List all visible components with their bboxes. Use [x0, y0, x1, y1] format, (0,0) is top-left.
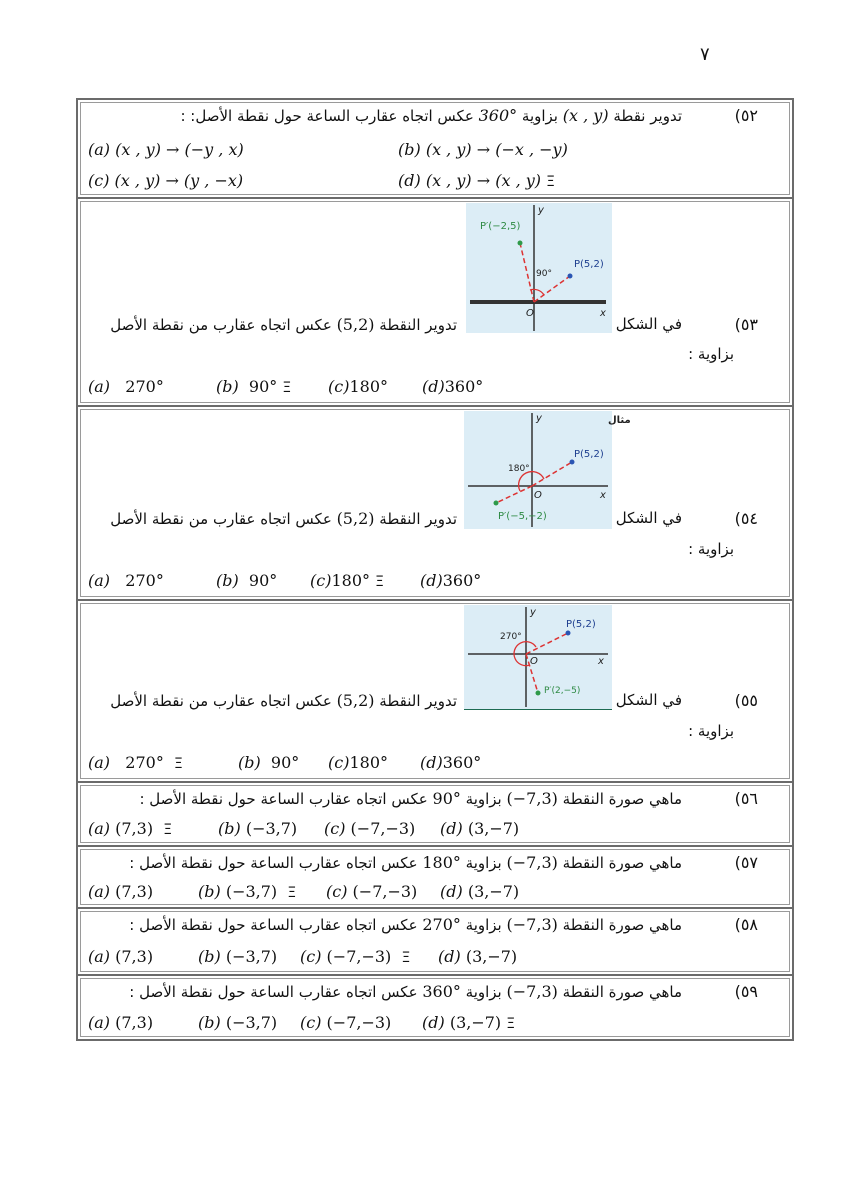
question-55: [76, 599, 794, 783]
p-prime-label: P′(2,−5): [544, 686, 581, 696]
option-a[interactable]: (a) (7,3): [88, 882, 154, 901]
option-c[interactable]: (c)180° Ξ: [310, 571, 384, 590]
question-text-line2: بزاوية :: [688, 540, 734, 558]
option-a[interactable]: (a) (7,3): [88, 1013, 154, 1032]
question-53: [76, 197, 794, 407]
option-a[interactable]: (a) (x , y) → (−y , x): [88, 140, 244, 159]
question-text: تدوير النقطة (5,2) عكس اتجاه عقارب من نقطة الأصل: [110, 509, 457, 528]
point-p: [570, 460, 575, 465]
option-c[interactable]: (c) (−7,−3): [324, 819, 416, 838]
question-number: ٥٩): [734, 982, 758, 1001]
option-d[interactable]: (d) (3,−7): [440, 819, 520, 838]
page-number: ٧: [700, 44, 710, 65]
question-number: ٥٥): [734, 691, 758, 710]
y-label: y: [538, 205, 544, 216]
radius-line-p: [534, 276, 570, 302]
option-a[interactable]: (a) 270°: [88, 571, 164, 590]
point-p: [568, 274, 573, 279]
angle-label: 180°: [508, 464, 530, 474]
question-58: [76, 907, 794, 976]
question-text: ماهي صورة النقطة (−7,3) بزاوية 270° عكس اتجاه عقارب الساعة حول نقطة الأصل :: [129, 915, 682, 934]
corner-text: مثال: [608, 415, 631, 426]
origin-label: O: [526, 308, 534, 319]
option-d[interactable]: (d) (x , y) → (x , y) Ξ: [398, 171, 555, 190]
option-c[interactable]: (c)180°: [328, 377, 388, 396]
option-b[interactable]: (b) 90° Ξ: [216, 377, 292, 396]
point-p: [566, 631, 571, 636]
p-prime-label: P′(−2,5): [480, 221, 521, 232]
option-b[interactable]: (b) (x , y) → (−x , −y): [398, 140, 568, 159]
option-a[interactable]: (a) (7,3) Ξ: [88, 819, 173, 838]
p-label: P(5,2): [574, 259, 604, 270]
radius-line-p-prime: [496, 486, 532, 503]
option-b[interactable]: (b) (−3,7): [198, 947, 278, 966]
option-b[interactable]: (b) (−3,7) Ξ: [198, 882, 297, 901]
question-52: [76, 98, 794, 199]
figure-underline: [464, 709, 612, 710]
y-label: y: [530, 607, 536, 618]
question-number: ٥٧): [734, 853, 758, 872]
p-label: P(5,2): [574, 449, 604, 460]
question-text: ماهي صورة النقطة (−7,3) بزاوية 90° عكس اتجاه عقارب الساعة حول نقطة الأصل :: [139, 789, 682, 808]
question-number: ٥٤): [734, 509, 758, 528]
p-prime-label: P′(−5,−2): [498, 511, 547, 522]
option-c[interactable]: (c) (−7,−3) Ξ: [300, 947, 411, 966]
option-a[interactable]: (a) 270°: [88, 377, 164, 396]
question-sheet: [76, 100, 794, 1041]
rotation-figure-180: [464, 411, 631, 529]
question-text: ماهي صورة النقطة (−7,3) بزاوية 360° عكس اتجاه عقارب الساعة حول نقطة الأصل :: [129, 982, 682, 1001]
option-a[interactable]: (a) 270° Ξ: [88, 753, 183, 772]
question-text-pre: في الشكل: [615, 509, 682, 527]
option-b[interactable]: (b) (−3,7): [198, 1013, 278, 1032]
question-text: تدوير نقطة (x , y) بزاوية 360° عكس اتجاه عقارب الساعة حول نقطة الأصل: :: [180, 106, 682, 125]
option-d[interactable]: (d) (3,−7): [438, 947, 518, 966]
question-number: ٥٦): [734, 789, 758, 808]
x-label: x: [598, 656, 604, 667]
option-a[interactable]: (a) (7,3): [88, 947, 154, 966]
question-text-line2: بزاوية :: [688, 345, 734, 363]
x-label: x: [600, 308, 606, 319]
angle-label: 270°: [500, 632, 522, 642]
question-57: [76, 845, 794, 909]
option-c[interactable]: (c)180°: [328, 753, 388, 772]
option-d[interactable]: (d)360°: [420, 571, 482, 590]
option-d[interactable]: (d)360°: [420, 753, 482, 772]
option-d[interactable]: (d) (3,−7) Ξ: [422, 1013, 516, 1032]
question-number: ٥٨): [734, 915, 758, 934]
question-number: ٥٣): [734, 315, 758, 334]
angle-label: 90°: [536, 269, 552, 279]
question-56: [76, 781, 794, 847]
radius-line-p: [532, 462, 572, 486]
point-p-prime: [518, 241, 523, 246]
option-b[interactable]: (b) 90°: [216, 571, 278, 590]
origin-label: O: [534, 490, 542, 501]
y-label: y: [536, 413, 542, 424]
question-text: ماهي صورة النقطة (−7,3) بزاوية 180° عكس اتجاه عقارب الساعة حول نقطة الأصل :: [129, 853, 682, 872]
option-d[interactable]: (d)360°: [422, 377, 484, 396]
rotation-figure-270: [464, 605, 612, 709]
question-text: تدوير النقطة (5,2) عكس اتجاه عقارب من نقطة الأصل: [110, 691, 457, 710]
option-c[interactable]: (c) (−7,−3): [300, 1013, 392, 1032]
option-b[interactable]: (b) (−3,7): [218, 819, 298, 838]
option-c[interactable]: (c) (x , y) → (y , −x): [88, 171, 244, 190]
option-c[interactable]: (c) (−7,−3): [326, 882, 418, 901]
radius-line-p-prime: [520, 243, 534, 302]
p-label: P(5,2): [566, 619, 596, 630]
question-text-line2: بزاوية :: [688, 722, 734, 740]
point-p-prime: [536, 691, 541, 696]
question-text: تدوير النقطة (5,2) عكس اتجاه عقارب من نقطة الأصل: [110, 315, 457, 334]
option-d[interactable]: (d) (3,−7): [440, 882, 520, 901]
point-p-prime: [494, 501, 499, 506]
question-number: ٥٢): [734, 106, 758, 125]
origin-label: O: [530, 656, 538, 667]
question-54: [76, 405, 794, 601]
option-b[interactable]: (b) 90°: [238, 753, 300, 772]
question-59: [76, 974, 794, 1041]
question-text-pre: في الشكل: [615, 315, 682, 333]
x-label: x: [600, 490, 606, 501]
question-text-pre: في الشكل: [615, 691, 682, 709]
rotation-figure-90: [466, 203, 612, 333]
